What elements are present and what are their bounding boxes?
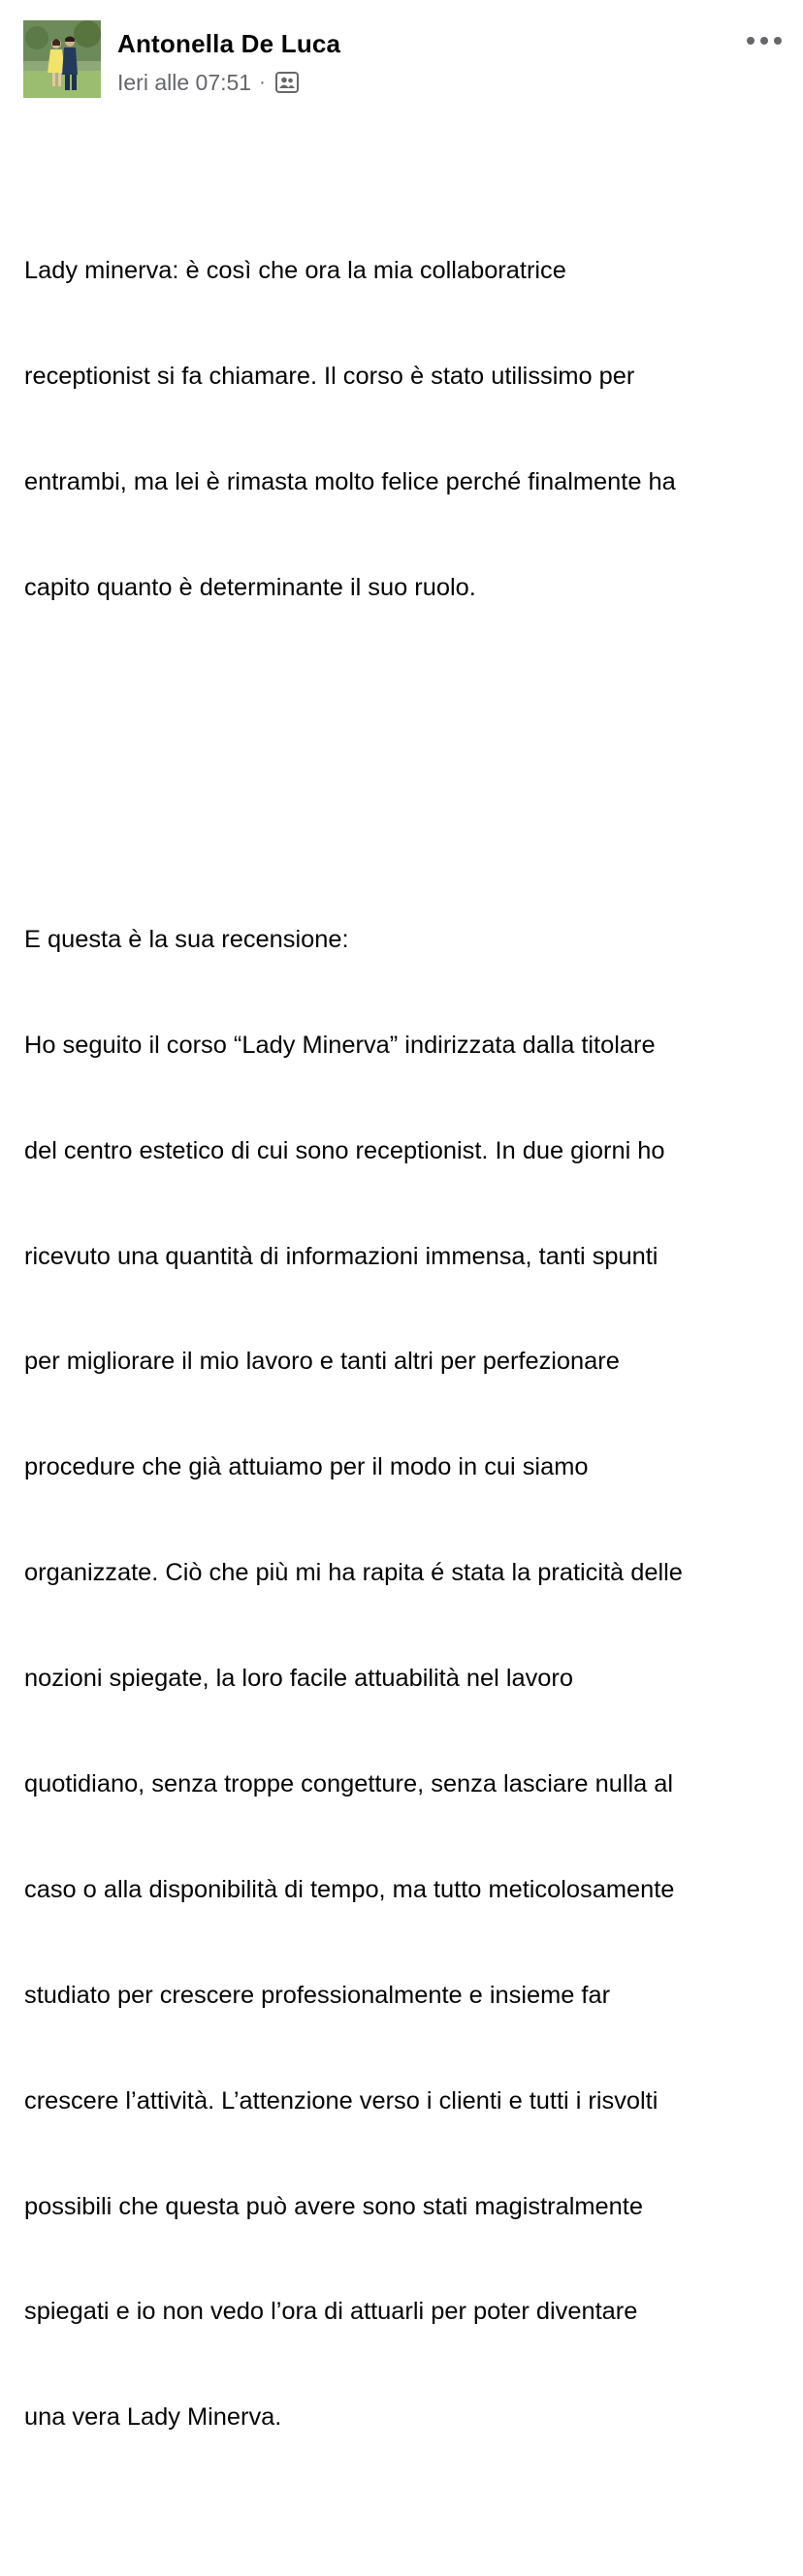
text-line: quotidiano, senza troppe congetture, senza lasciare nulla al <box>24 1769 674 1797</box>
text-line: del centro estetico di cui sono receptionist. In due giorni ho <box>24 1136 665 1164</box>
text-line: caso o alla disponibilità di tempo, ma tutto meticolosamente <box>24 1875 675 1903</box>
text-line: crescere l’attività. L’attenzione verso i clienti e tutti i risvolti <box>24 2086 658 2115</box>
author-name[interactable]: Antonella De Luca <box>117 29 341 58</box>
post-paragraph-2 <box>24 851 795 2505</box>
meta-separator: · <box>259 71 266 93</box>
text-line: procedure che già attuiamo per il modo in cui siamo <box>24 1453 589 1481</box>
text-line: Lady minerva: è così che ora la mia collaboratrice <box>24 257 566 285</box>
text-line: entrambi, ma lei è rimasta molto felice perché finalmente ha <box>24 467 676 495</box>
post-paragraph-1 <box>24 183 795 676</box>
text-line: una vera Lady Minerva. <box>24 2403 282 2432</box>
text-line: ricevuto una quantità di informazioni immensa, tanti spunti <box>24 1242 658 1270</box>
text-line: receptionist si fa chiamare. Il corso è stato utilissimo per <box>24 363 635 391</box>
friends-icon[interactable] <box>275 72 299 93</box>
text-line: organizzate. Ciò che più mi ha rapita é stata la praticità delle <box>24 1559 683 1587</box>
post-text <box>24 112 795 2576</box>
text-line: Ho seguito il corso “Lady Minerva” indirizzata dalla titolare <box>24 1031 656 1059</box>
more-options-icon[interactable] <box>745 29 784 52</box>
text-line: capito quanto è determinante il suo ruolo. <box>24 573 476 601</box>
text-line: per migliorare il mio lavoro e tanti altri per perfezionare <box>24 1348 620 1376</box>
post-meta <box>117 68 299 97</box>
text-line: nozioni spiegate, la loro facile attuabilità nel lavoro <box>24 1665 573 1693</box>
avatar[interactable] <box>23 20 101 98</box>
avatar-photo <box>23 20 101 98</box>
text-line: possibili che questa può avere sono stati magistralmente <box>24 2192 643 2220</box>
paragraph-spacer <box>24 746 795 780</box>
text-line: studiato per crescere professionalmente e insieme far <box>24 1981 611 2009</box>
text-line: E questa è la sua recensione: <box>24 925 349 953</box>
text-line: spiegati e io non vedo l’ora di attuarli per poter diventare <box>24 2298 638 2326</box>
post-timestamp[interactable]: Ieri alle 07:51 <box>117 69 252 95</box>
